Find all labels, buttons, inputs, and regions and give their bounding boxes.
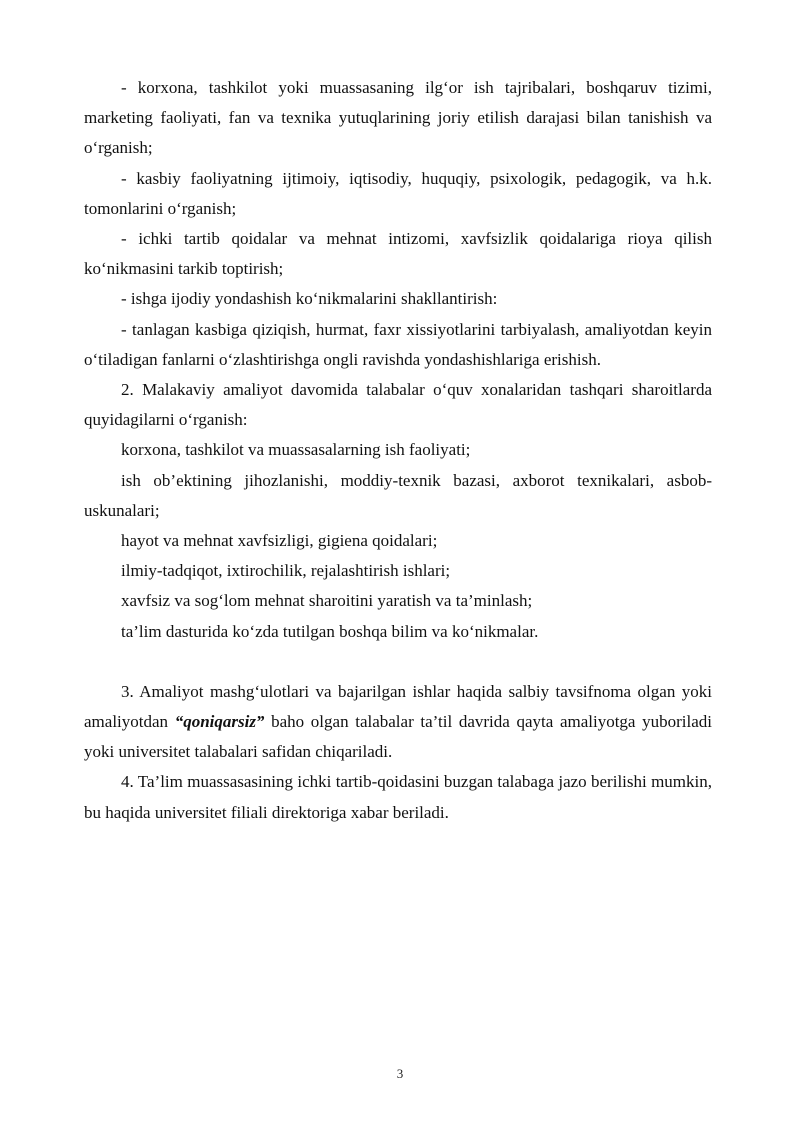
paragraph-1: - korxona, tashkilot yoki muassasaning ilg‘or ish tajribalari, boshqaruv tizimi, marketing faoliyati, fan va texnika yutuqlarining joriy etilish darajasi bilan tanishish va o‘rganish; (84, 78, 712, 158)
list-item-3: hayot va mehnat xavfsizligi, gigiena qoidalari; (121, 531, 438, 551)
emphasis-qoniqarsiz: “qoniqarsiz” (174, 712, 265, 732)
page-number: 3 (396, 1066, 404, 1081)
paragraph-section-4: 4. Ta’lim muassasasining ichki tartib-qoidasini buzgan talabaga jazo berilishi mumkin, bu haqida universitet filiali direktoriga xabar beriladi. (84, 772, 712, 822)
paragraph-2: - kasbiy faoliyatning ijtimoiy, iqtisodiy, huquqiy, psixologik, pedagogik, va h.k. tomonlarini o‘rganish; (84, 168, 712, 218)
paragraph-section-3 (84, 677, 712, 768)
section-3-text-start: 3. Amaliyot mashg‘ulotlari va bajarilgan ishlar haqida salbiy tavsifnoma olgan yoki amaliyotdan (84, 681, 712, 732)
paragraph-4: - ishga ijodiy yondashish ko‘nikmalarini shakllantirish: (121, 289, 498, 309)
paragraph-6: 2. Malakaviy amaliyot davomida talabalar o‘quv xonalaridan tashqari sharoitlarda quyidagilarni o‘rganish: (84, 380, 712, 430)
list-item-4: ilmiy-tadqiqot, ixtirochilik, rejalashtirish ishlari; (121, 561, 451, 581)
paragraph-3: - ichki tartib qoidalar va mehnat intizomi, xavfsizlik qoidalariga rioya qilish ko‘nikmasini tarkib toptirish; (84, 229, 712, 279)
document-body (84, 73, 712, 828)
list-item-6: ta’lim dasturida ko‘zda tutilgan boshqa bilim va ko‘nikmalar. (121, 621, 539, 641)
blank-line (84, 647, 712, 677)
list-item-2: ish ob’ektining jihozlanishi, moddiy-texnik bazasi, axborot texnikalari, asbob-uskunalari; (84, 470, 712, 520)
section-3-text-end: baho olgan talabalar ta’til davrida qayta amaliyotga yuboriladi yoki universitet talabalari safidan chiqariladi. (84, 712, 712, 762)
list-item-1: korxona, tashkilot va muassasalarning ish faoliyati; (121, 440, 471, 460)
list-item-5: xavfsiz va sog‘lom mehnat sharoitini yaratish va ta’minlash; (121, 591, 533, 611)
paragraph-5: - tanlagan kasbiga qiziqish, hurmat, faxr xissiyotlarini tarbiyalash, amaliyotdan keyin o‘tiladigan fanlarni o‘zlashtirishga ongli ravishda yondashishlariga erishish. (84, 319, 712, 369)
